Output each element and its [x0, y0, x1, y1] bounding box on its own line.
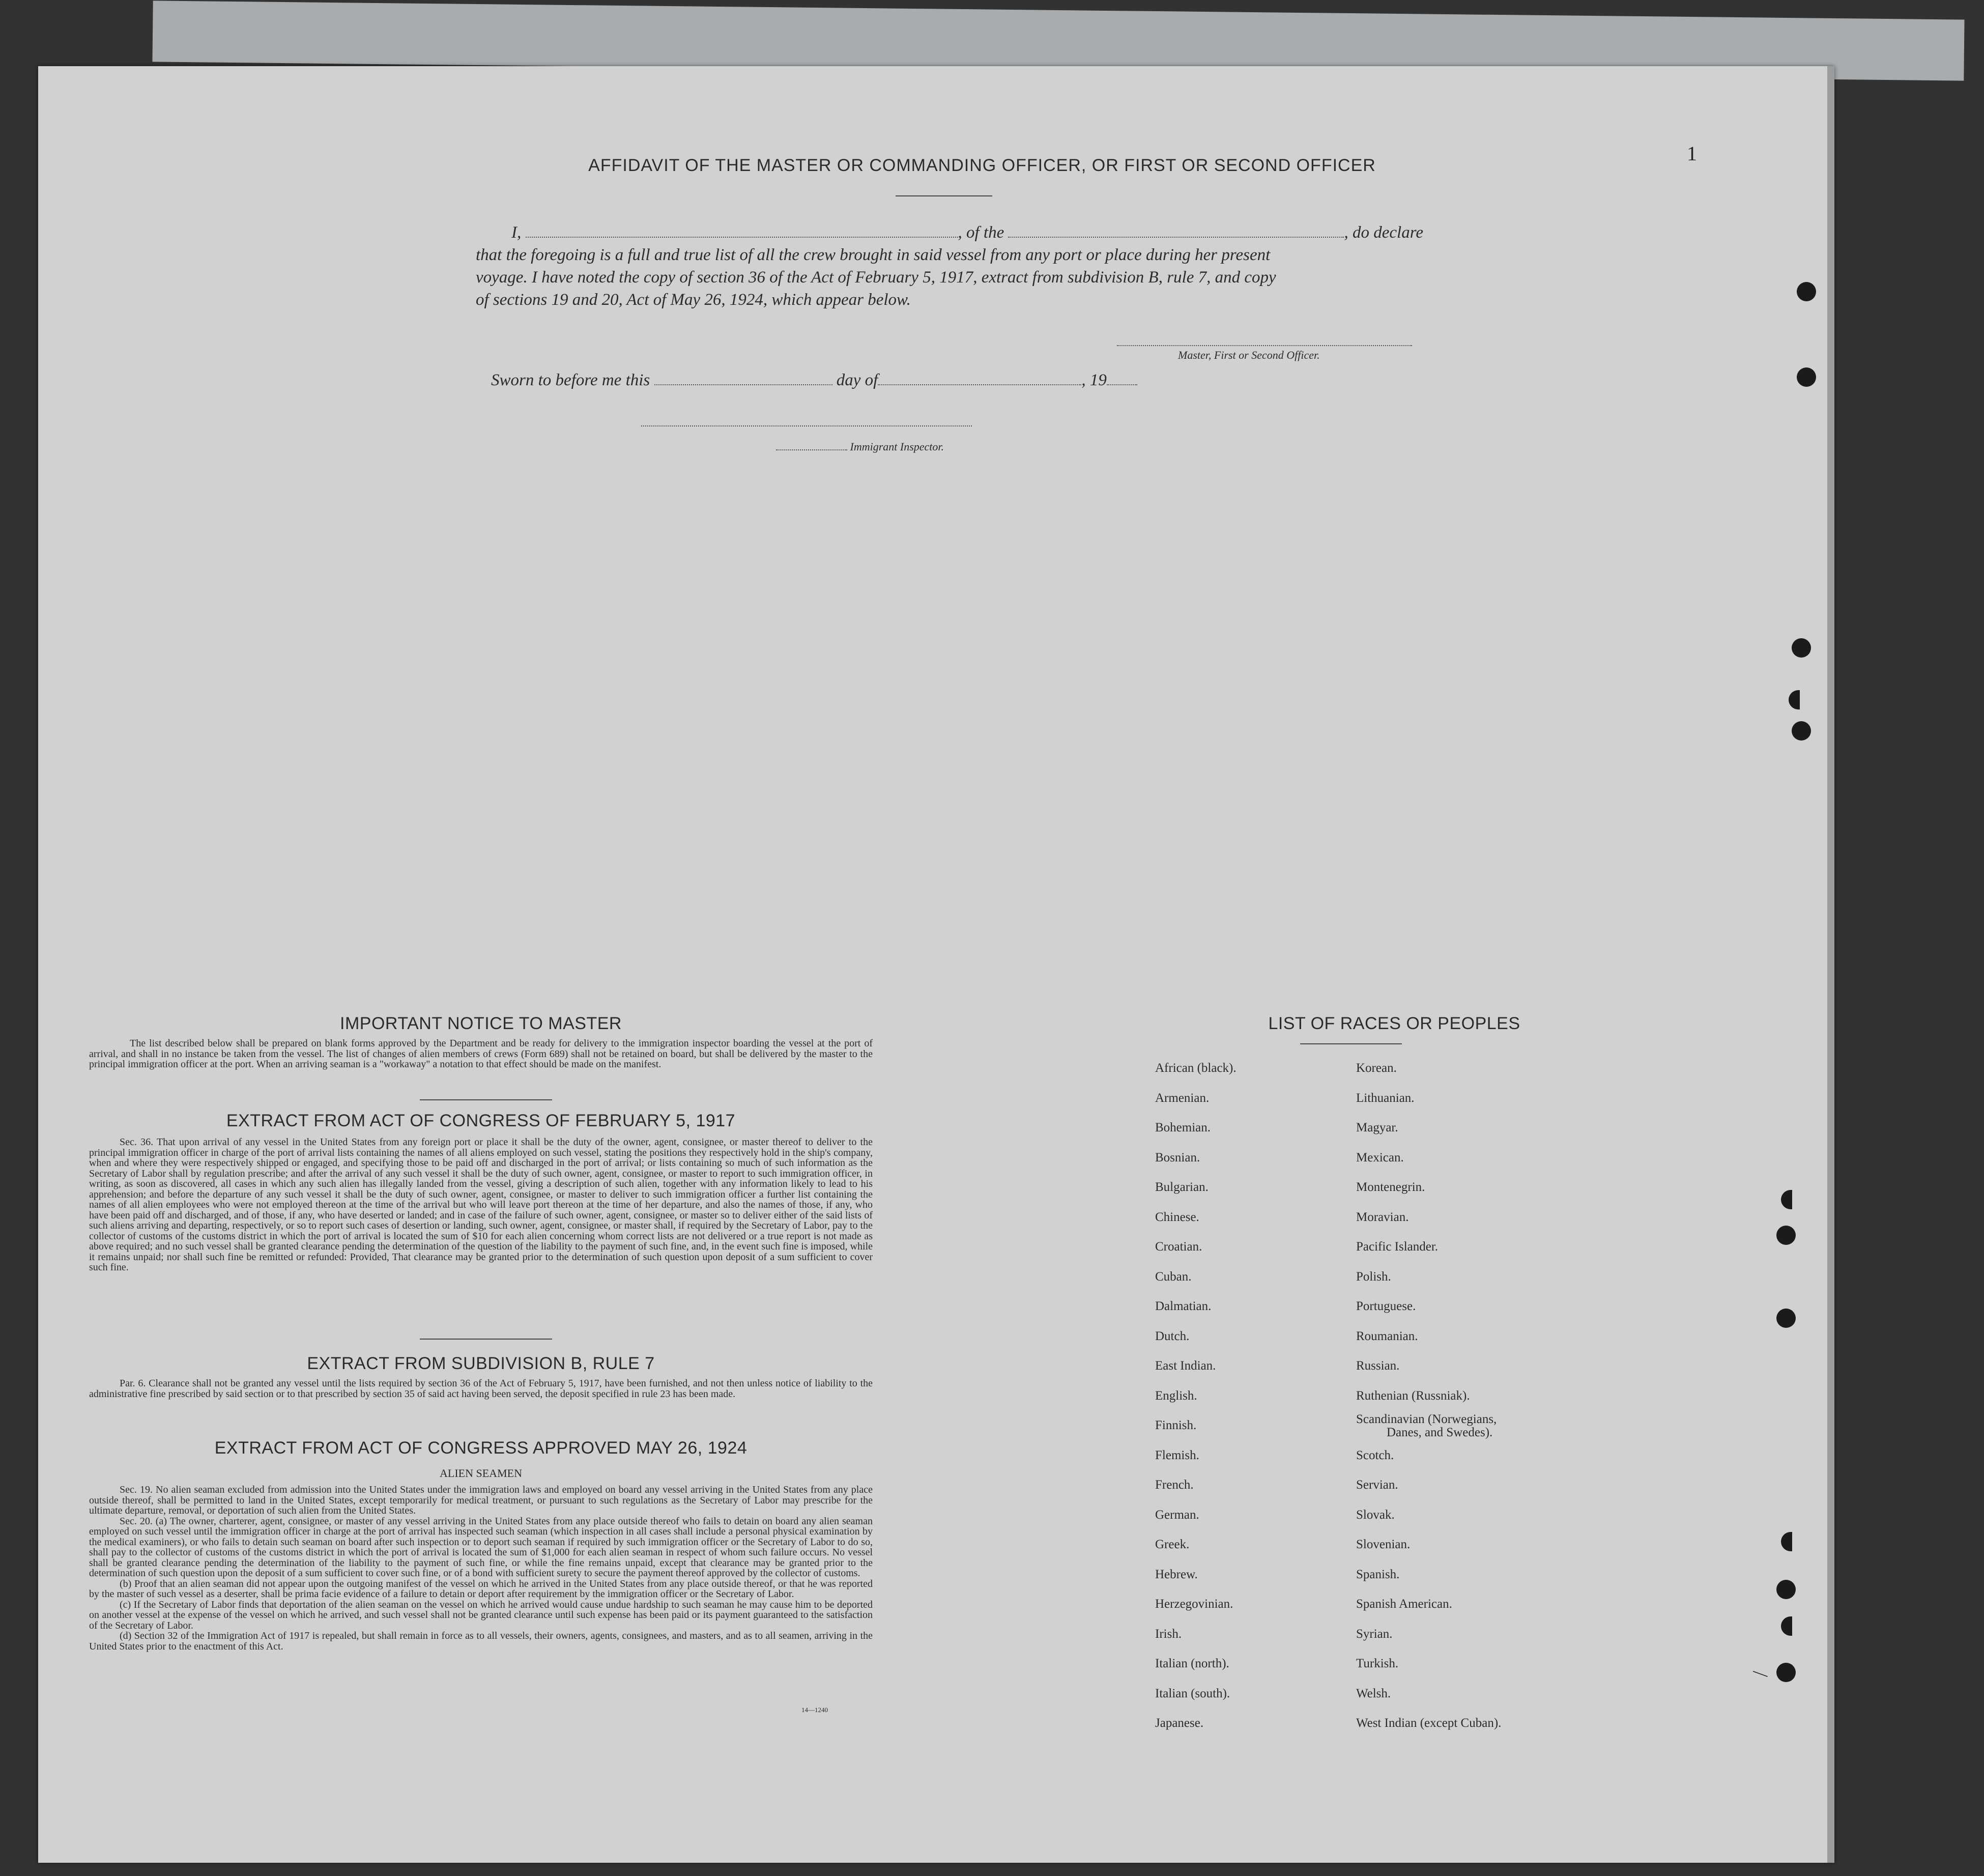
punch-hole — [1797, 282, 1816, 301]
sworn-day-of: day of — [836, 371, 878, 389]
punch-hole — [1776, 1580, 1796, 1599]
punch-hole-partial — [1781, 1532, 1792, 1551]
page-edge-shadow — [1827, 66, 1834, 1863]
race-item: African (black). — [1155, 1061, 1237, 1075]
sec-20c: (c) If the Secretary of Labor finds that deportation of the alien seaman on the vessel on which he arrived would cause undue hardship to such seaman he may cause him to be deported on another vessel at the expense of the vessel on which he arrived, and such vessel shall not be granted clearance until such expense has been paid or its payment guaranteed to the satisfaction of the Secretary of Labor. — [89, 1599, 873, 1631]
race-item: Cuban. — [1155, 1269, 1192, 1284]
race-item: Japanese. — [1155, 1716, 1204, 1730]
inspector-signature-blank[interactable] — [641, 411, 972, 427]
race-item: Flemish. — [1155, 1448, 1199, 1462]
race-item: Bulgarian. — [1155, 1180, 1209, 1194]
section-rule — [420, 1339, 552, 1340]
sworn-year: , 19 — [1081, 371, 1107, 389]
sworn-line — [491, 369, 1499, 391]
form-number: 14—1240 — [801, 1706, 828, 1714]
race-item: Hebrew. — [1155, 1567, 1198, 1581]
punch-hole — [1776, 1309, 1796, 1328]
race-item: Dalmatian. — [1155, 1299, 1212, 1313]
race-item: Irish. — [1155, 1627, 1182, 1641]
race-item: East Indian. — [1155, 1359, 1216, 1373]
punch-hole — [1797, 367, 1816, 387]
race-item: Ruthenian (Russniak). — [1356, 1388, 1470, 1403]
race-item: Lithuanian. — [1356, 1091, 1415, 1105]
race-item: Spanish American. — [1356, 1597, 1452, 1611]
race-item: Magyar. — [1356, 1121, 1398, 1134]
notice-title: IMPORTANT NOTICE TO MASTER — [340, 1014, 622, 1033]
race-item: Portuguese. — [1356, 1299, 1416, 1313]
race-item: English. — [1155, 1388, 1197, 1403]
section-rule — [420, 1099, 552, 1100]
race-item: Mexican. — [1356, 1150, 1404, 1164]
punch-hole — [1792, 638, 1811, 658]
punch-hole-partial — [1781, 1190, 1792, 1209]
affidavit-line-1 — [476, 221, 1483, 244]
vessel-blank[interactable] — [1008, 222, 1344, 238]
race-item: Slovenian. — [1356, 1538, 1411, 1551]
race-item: Scotch. — [1356, 1448, 1394, 1462]
notice-body: The list described below shall be prepared on blank forms approved by the Department and be ready for delivery to the immigration inspector boarding the vessel at the port of arrival, and shall in no instance be taken from the vessel. The list of changes of alien members of crews (Form 689) shall not be retained on board, but shall be delivered by the master to the principal immigration officer at the port. When an arriving seaman is a "workaway" a notation to that effect should be made on the manifest. — [89, 1038, 873, 1070]
race-item: Bohemian. — [1155, 1121, 1211, 1134]
affidavit-title: AFFIDAVIT OF THE MASTER OR COMMANDING OFFICER, OR FIRST OR SECOND OFFICER — [588, 156, 1376, 175]
race-item: Croatian. — [1155, 1240, 1202, 1254]
pencil-mark: — — [1750, 1662, 1771, 1684]
race-item: West Indian (except Cuban). — [1356, 1716, 1502, 1730]
race-item: Spanish. — [1356, 1567, 1400, 1581]
race-item: Turkish. — [1356, 1657, 1399, 1670]
race-item: Armenian. — [1155, 1091, 1210, 1105]
sec-20b: (b) Proof that an alien seaman did not appear upon the outgoing manifest of the vessel on which he arrived in the United States from any place outside thereof, or that he was reported by the master of such vessel as a deserter, shall be prima facie evidence of a failure to detain or deport after requirement by the immigration officer or the Secretary of Labor. — [89, 1578, 873, 1600]
race-item: Pacific Islander. — [1356, 1240, 1439, 1254]
document-page — [38, 66, 1834, 1863]
race-item: Dutch. — [1155, 1329, 1190, 1343]
race-item: Scandinavian (Norwegians, — [1356, 1412, 1497, 1426]
race-item: Syrian. — [1356, 1627, 1393, 1641]
race-item: Polish. — [1356, 1269, 1391, 1284]
inspector-caption-text: Immigrant Inspector. — [850, 440, 944, 453]
race-item: Russian. — [1356, 1359, 1400, 1373]
race-item: Finnish. — [1155, 1418, 1197, 1432]
affidavit-of-the: , of the — [958, 223, 1004, 242]
sec-20a: Sec. 20. (a) The owner, charterer, agent, consignee, or master of any vessel arriving in the United States from any place outside thereof who fails to detain on board any alien seaman employed on such vessel until the immigration officer in charge at the port of arrival has inspected such seaman (which inspection in all cases shall include a personal physical examination by the medical examiners), or who fails to detain such seaman on board after such inspection or to deport such seaman if required by such immigration officer or the Secretary of Labor to do so, shall pay to the collector of customs of the customs district in which the port of arrival is located the sum of $1,000 for each alien seaman in respect of whom such failure occurs. No vessel shall be granted clearance pending the determination of the liability to the payment of such fine, or while the fine remains unpaid, except that clearance may be granted prior to the determination of such question upon the deposit of a sum sufficient to cover such fine, or of a bond with sufficient surety to secure the payment thereof approved by the collector of customs. — [89, 1515, 873, 1579]
punch-hole-partial — [1781, 1616, 1792, 1636]
extract-1917-body: Sec. 36. That upon arrival of any vessel in the United States from any foreign port or place it shall be the duty of the owner, agent, consignee, or master thereof to deliver to the principal immigration officer in charge of the port of arrival lists containing the names of all aliens employed on such vessel, stating the positions they respectively hold in the ship's company, when and where they were respectively shipped or engaged, and specifying those to be paid off and discharged in the port of arrival; or lists containing so much of such information as the Secretary of Labor shall by regulation prescribe; and after the arrival of any such vessel it shall be the duty of such owner, agent, consignee, or master to report to such immigration officer, in writing, as soon as discovered, all cases in which any such alien has illegally landed from the vessel, giving a description of such alien, together with any information likely to lead to his apprehension; and before the departure of any such vessel it shall be the duty of such owner, agent, consignee, or master to deliver to such immigration officer a further list containing the names of all alien employees who were not employed thereon at the time of the arrival but who will leave port thereon at the time of her departure, and also the names of those, if any, who have been paid off and discharged, and of those, if any, who have deserted or landed; and in case of the failure of such owner, agent, consignee, or master so to deliver either of the said lists of such aliens arriving and departing, respectively, or so to report such cases of desertion or landing, such owner, agent, consignee, or master shall, if required by the Secretary of Labor, pay to the collector of customs of the customs district in which the port of arrival is located the sum of $10 for each alien concerning whom correct lists are not delivered or a true report is not made as above required; and no such vessel shall be granted clearance pending the determination of the question of the liability to the payment of such fine, and, in the event such fine is imposed, while it remains unpaid; nor shall such fine be remitted or refunded: Provided, That clearance may be granted prior to the determination of such question upon deposit of a sum sufficient to cover such fine. — [89, 1136, 873, 1273]
race-item: Servian. — [1356, 1478, 1398, 1492]
race-item: French. — [1155, 1478, 1194, 1492]
inspector-prefix-blank[interactable] — [776, 440, 847, 450]
extract-1917-title: EXTRACT FROM ACT OF CONGRESS OF FEBRUARY 5, 1917 — [226, 1111, 736, 1130]
name-blank[interactable] — [526, 222, 958, 238]
inspector-caption — [776, 440, 944, 453]
sworn-day-blank[interactable] — [654, 370, 832, 385]
race-item: Chinese. — [1155, 1210, 1199, 1224]
sworn-text: Sworn to before me this — [491, 371, 650, 389]
sworn-month-blank[interactable] — [878, 370, 1081, 385]
punch-hole-partial — [1789, 690, 1800, 709]
race-item: Greek. — [1155, 1538, 1190, 1551]
title-rule — [896, 195, 992, 196]
race-item: Welsh. — [1356, 1686, 1391, 1700]
race-item: Italian (south). — [1155, 1686, 1230, 1700]
punch-hole — [1776, 1226, 1796, 1245]
race-item: Italian (north). — [1155, 1657, 1229, 1670]
sworn-year-blank[interactable] — [1107, 370, 1137, 385]
race-item: German. — [1155, 1508, 1199, 1522]
race-item: Montenegrin. — [1356, 1180, 1425, 1194]
race-item: Slovak. — [1356, 1508, 1395, 1522]
extract-1924-body — [89, 1485, 873, 1652]
extract-1924-title: EXTRACT FROM ACT OF CONGRESS APPROVED MAY 26, 1924 — [214, 1438, 747, 1458]
affidavit-line-4: of sections 19 and 20, Act of May 26, 1924, which appear below. — [476, 291, 911, 309]
race-item: Danes, and Swedes). — [1387, 1426, 1493, 1439]
affidavit-line-3: voyage. I have noted the copy of section 36 of the Act of February 5, 1917, extract from subdivision B, rule 7, and copy — [476, 268, 1276, 287]
alien-seamen-subtitle: ALIEN SEAMEN — [440, 1467, 522, 1480]
sec-19: Sec. 19. No alien seaman excluded from admission into the United States under the immigration laws and employed on board any vessel arriving in the United States from any place outside thereof, shall be permitted to land in the United States, except temporarily for medical treatment, or pursuant to such regulations as the Secretary of Labor may prescribe for the ultimate departure, removal, or deportation of such alien from the United States. — [89, 1484, 873, 1516]
affidavit-i: I, — [511, 223, 522, 242]
extract-rule7-title: EXTRACT FROM SUBDIVISION B, RULE 7 — [307, 1354, 655, 1373]
page-number: 1 — [1687, 142, 1697, 165]
master-signature-caption: Master, First or Second Officer. — [1178, 349, 1320, 361]
race-item: Roumanian. — [1356, 1329, 1418, 1343]
race-item: Korean. — [1356, 1061, 1397, 1075]
affidavit-do-declare: , do declare — [1344, 223, 1423, 242]
master-signature-blank[interactable] — [1117, 331, 1412, 346]
punch-hole — [1792, 721, 1811, 741]
races-title-rule — [1300, 1043, 1402, 1044]
race-item: Bosnian. — [1155, 1150, 1200, 1164]
affidavit-line-2: that the foregoing is a full and true list of all the crew brought in said vessel from any port or place during her present — [476, 246, 1271, 264]
punch-hole — [1776, 1663, 1796, 1682]
races-title: LIST OF RACES OR PEOPLES — [1268, 1014, 1520, 1033]
race-item: Herzegovinian. — [1155, 1597, 1233, 1611]
extract-rule7-body: Par. 6. Clearance shall not be granted any vessel until the lists required by section 36 of the Act of February 5, 1917, have been furnished, and not then unless notice of liability to the administrative fine prescribed by said section or to that prescribed by section 35 of said act having been served, the deposit specified in rule 23 has been made. — [89, 1378, 873, 1400]
sec-20d: (d) Section 32 of the Immigration Act of 1917 is repealed, but shall remain in force as to all vessels, their owners, agents, consignees, and masters, and as to all seamen, arriving in the United States prior to the enactment of this Act. — [89, 1630, 873, 1652]
race-item: Moravian. — [1356, 1210, 1409, 1224]
